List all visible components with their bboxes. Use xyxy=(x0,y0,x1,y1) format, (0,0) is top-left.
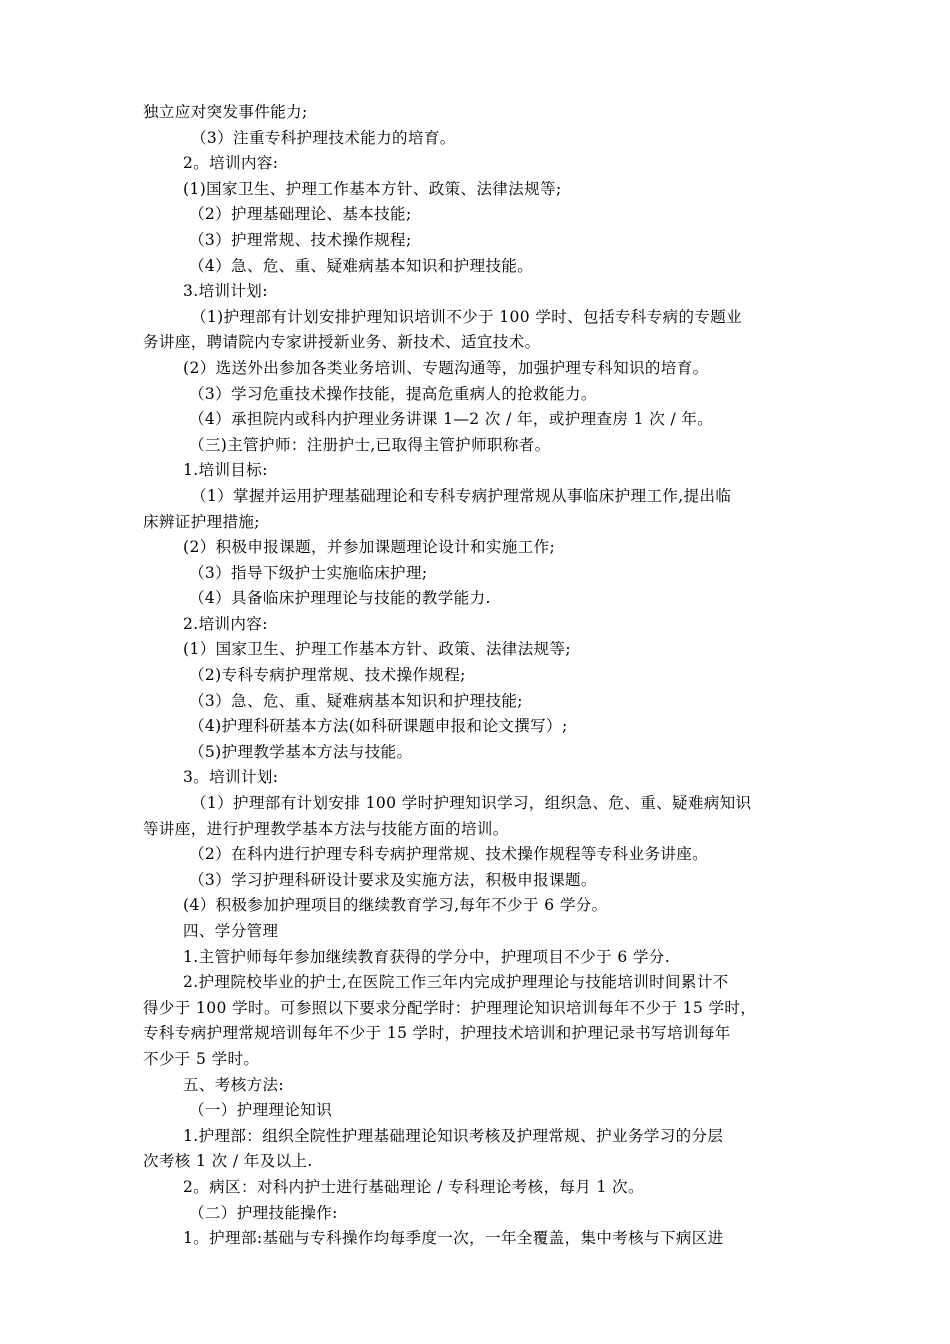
text-line: 1.主管护师每年参加继续教育获得的学分中，护理项目不少于 6 学分. xyxy=(183,947,671,966)
text-line: 1。护理部:基础与专科操作均每季度一次，一年全覆盖，集中考核与下病区进 xyxy=(183,1229,724,1248)
text-line: 四、学分管理 xyxy=(183,922,279,940)
text-line: （三)主管护师：注册护士,已取得主管护师职称者。 xyxy=(189,435,551,454)
text-line: 专科专病护理常规培训每年不少于 15 学时，护理技术培训和护理记录书写培训每年 xyxy=(143,1024,731,1043)
document-body xyxy=(143,100,855,1252)
text-line: （二）护理技能操作: xyxy=(189,1203,338,1222)
text-line: （4）具备临床护理理论与技能的教学能力. xyxy=(189,589,491,608)
text-line: （一）护理理论知识 xyxy=(189,1101,333,1120)
text-line: 次考核 1 次 / 年及以上. xyxy=(143,1152,313,1171)
text-line: （3）学习护理科研设计要求及实施方法，积极申报课题。 xyxy=(189,870,597,889)
text-line: （4）承担院内或科内护理业务讲课 1—2 次 / 年，或护理查房 1 次 / 年。 xyxy=(189,410,714,429)
text-line: 1.培训目标: xyxy=(183,461,268,480)
text-line: （4）急、危、重、疑难病基本知识和护理技能。 xyxy=(189,256,534,275)
text-line: 1.护理部：组织全院性护理基础理论知识考核及护理常规、护业务学习的分层 xyxy=(183,1126,724,1145)
text-line: （1)护理部有计划安排护理知识培训不少于 100 学时、包括专科专病的专题业 xyxy=(191,307,743,326)
text-line: 3.培训计划: xyxy=(183,282,268,301)
text-line: (4）积极参加护理项目的继续教育学习,每年不少于 6 学分。 xyxy=(183,896,608,915)
text-line: 3。培训计划: xyxy=(183,768,279,787)
text-line: (1)国家卫生、护理工作基本方针、政策、法律法规等; xyxy=(183,179,562,198)
text-line: (1）国家卫生、护理工作基本方针、政策、法律法规等; xyxy=(183,640,572,659)
text-line: 2。病区：对科内护士进行基础理论 / 专科理论考核，每月 1 次。 xyxy=(183,1177,644,1196)
text-line: 独立应对突发事件能力; xyxy=(143,103,308,121)
text-line: 2.护理院校毕业的护士,在医院工作三年内完成护理理论与技能培训时间累计不 xyxy=(183,973,729,992)
text-line: 等讲座，进行护理教学基本方法与技能方面的培训。 xyxy=(143,819,509,838)
text-line: 2。培训内容: xyxy=(183,154,279,173)
text-line: （3）学习危重技术操作技能，提高危重病人的抢救能力。 xyxy=(189,384,597,403)
text-line: （1）护理部有计划安排 100 学时护理知识学习，组织急、危、重、疑难病知识 xyxy=(191,794,752,813)
text-line: (2）积极申报课题，并参加课题理论设计和实施工作; xyxy=(183,538,556,557)
text-line: 得少于 100 学时。可参照以下要求分配学时：护理理论知识培训每年不少于 15 学时， xyxy=(143,998,757,1017)
text-line: 2.培训内容: xyxy=(183,614,268,633)
text-line: （3）指导下级护士实施临床护理; xyxy=(189,563,428,582)
text-line: （2)专科专病护理常规、技术操作规程; xyxy=(189,666,466,685)
text-line: 五、考核方法: xyxy=(183,1075,285,1094)
text-line: (2）选送外出参加各类业务培训、专题沟通等，加强护理专科知识的培育。 xyxy=(183,358,709,377)
text-line: 务讲座，聘请院内专家讲授新业务、新技术、适宜技术。 xyxy=(143,333,541,352)
text-line: （3）急、危、重、疑难病基本知识和护理技能; xyxy=(189,691,523,710)
text-line: （5)护理教学基本方法与技能。 xyxy=(189,742,413,761)
text-line: （1）掌握并运用护理基础理论和专科专病护理常规从事临床护理工作,提出临 xyxy=(191,486,732,505)
text-line: （3）护理常规、技术操作规程; xyxy=(189,230,412,249)
text-line: （3）注重专科护理技术能力的培育。 xyxy=(191,128,456,147)
text-line: （2）在科内进行护理专科专病护理常规、技术操作规程等专科业务讲座。 xyxy=(189,845,709,864)
text-line: 床辨证护理措施; xyxy=(143,512,260,531)
text-line: （2）护理基础理论、基本技能; xyxy=(189,205,412,224)
text-line: 不少于 5 学时。 xyxy=(143,1049,260,1068)
text-line: （4)护理科研基本方法(如科研课题申报和论文撰写）; xyxy=(189,717,568,736)
